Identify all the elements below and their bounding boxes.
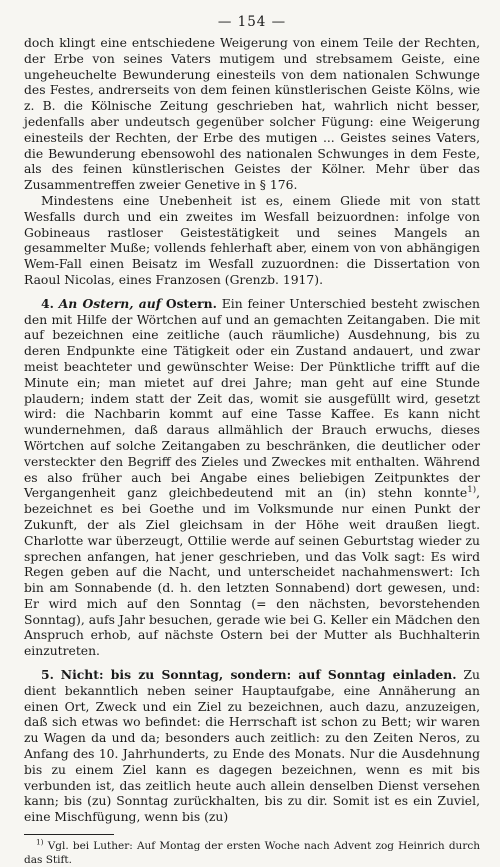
footnote-divider	[24, 834, 114, 835]
section-4	[24, 296, 480, 660]
section-5-text: Zu dient bekanntlich neben seiner Hauptaufgabe, eine Annäherung an einen Ort, Zweck und ein Ziel zu bezeichnen, auch dazu, anzuzeigen, daß sich etwas wo befindet: die Herrschaft ist schon zu Bett; wir waren zu Wagen da und da; besonders auch zeitlich: zu den Zeiten Neros, zu Anfang des 10. Jahrhunderts, zu Ende des Monats. Nur die Ausdehnung bis zu einem Ziel kann es dagegen bezeichnen, wenn es mit bis verbunden ist, das zeitlich heute auch allein denselben Dienst versehen kann; bis (zu) Sonntag zurückhalten, bis zu dir. Somit ist es ein Zuviel, eine Mischfügung, wenn bis (zu)	[24, 668, 480, 825]
page-number: — 154 —	[217, 14, 287, 30]
section-4-number: 4.	[41, 295, 54, 311]
section-4-heading-end: Ostern.	[165, 295, 217, 311]
section-4-text-cont: , bezeichnet es bei Goethe und im Volksmunde nur einen Punkt der Zukunft, der als Ziel gleichsam in der Höhe weit draußen liegt. Charlotte war überzeugt, Ottilie werde auf seinen Geburtstag wieder zu sprechen anfangen, hat jener geschrieben, und das Volk sagt: Es wird Regen geben auf die Nacht, und unterscheidet nachahmenswert: Ich bin am Sonnabende (d. h. den letzten Sonnabend) dort gewesen, und: Er wird mich auf den Sonntag (= den nächsten, bevorstehenden Sonntag), aufs Jahr besuchen, gerade wie bei G. Keller ein Mädchen den Anspruch erhob, auf nächste Ostern bei der Mutter als Buchhalterin einzutreten.	[24, 486, 480, 659]
paragraph-continuation: doch klingt eine entschiedene Weigerung von einem Teile der Rechten, der Erbe von seines Vaters mutigem und strebsamem Geiste, eine ungeheuchelte Bewunderung einesteils von dem nationalen Schwunge des Festes, andrerseits von dem feinen künstlerischen Geiste Kölns, wie z. B. die Kölnische Zeitung geschrieben hat, wahrlich nicht besser, jedenfalls aber undeutsch gegenüber solcher Fügung: eine Weigerung einesteils der Rechten, der Erbe des mutigen ... Geistes seines Vaters, die Bewunderung ebensowohl des nationalen Schwunges in dem Feste, als des feinen künstlerischen Geistes der Kölner. Mehr über das Zusammentreffen zweier Genetive in § 176.	[24, 36, 480, 193]
footnote	[24, 837, 480, 867]
page-body	[24, 36, 480, 826]
paragraph-mindestens: Mindestens eine Unebenheit ist es, einem Gliede mit von statt Wesfalls durch und ein zweites im Wesfall beizuordnen: infolge von Gobineaus rastloser Geistestätigkeit und seines Mangels an gesammelter Muße; vollends fehlerhaft aber, einem von von abhängigen Wem-Fall einen Beisatz im Wesfall zuzuordnen: die Dissertation von Raoul Nicolas, eines Franzosen (Grenzb. 1917).	[24, 193, 480, 287]
section-4-heading-italic: An Ostern, auf	[58, 295, 162, 311]
section-4-text: Ein feiner Unterschied besteht zwischen den mit Hilfe der Wörtchen auf und an gemachten Zeitangaben. Die mit auf bezeichnen eine zeitliche (auch räumliche) Ausdehnung, bis zu deren Endpunkte eine Tätigkeit oder ein Zustand andauert, und zwar meist beachteter und gewünschter Weise: Der Pünktliche trifft auf die Minute ein; man mietet auf drei Jahre; man geht auf eine Stunde plaudern; indem statt der Zeit das, womit sie ausgefüllt wird, gesetzt wird: die Nachbarin kommt auf eine Tasse Kaffee. Es kann nicht wundernehmen, daß daraus allmählich der Brauch erwuchs, dieses Wörtchen auf solche Zeitangaben zu beschränken, die deutlicher oder versteckter den Begriff des Zieles und Zweckes mit enthalten. Während es also früher auch bei Angabe eines beliebigen Zeitpunktes der Vergangenheit ganz gleichbedeutend mit an (in) stehn konnte	[24, 296, 481, 501]
section-5-heading: Nicht: bis zu Sonntag, sondern: auf Sonntag einladen.	[60, 667, 457, 683]
footnote-mark: 1)	[36, 837, 44, 847]
footnote-text: Vgl. bei Luther: Auf Montag der ersten Woche nach Advent zog Heinrich durch das Stift.	[24, 840, 480, 866]
section-5-number: 5.	[41, 667, 54, 683]
footnote-reference: 1)	[467, 485, 477, 496]
section-5	[24, 667, 480, 826]
